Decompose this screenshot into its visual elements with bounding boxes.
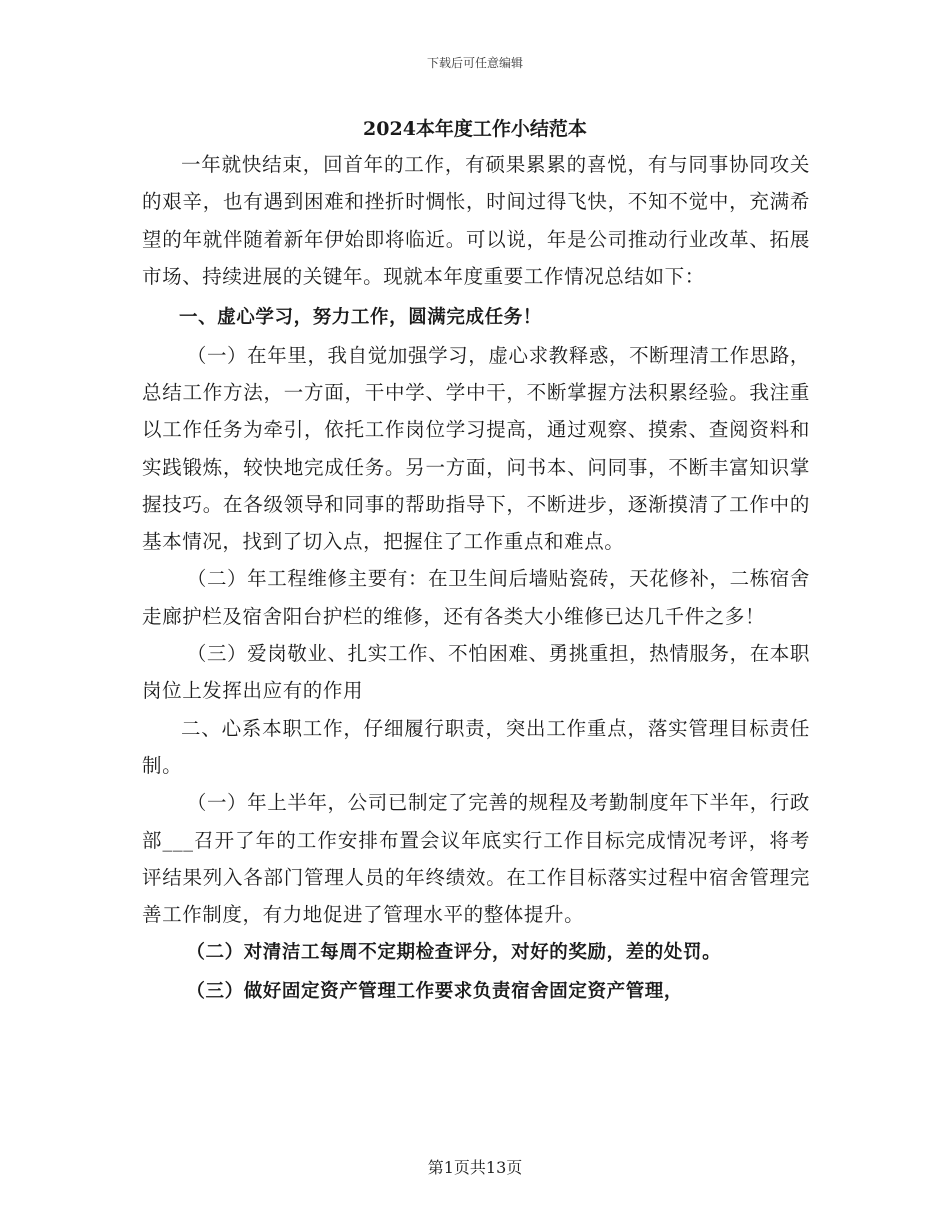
section-1-item-1: （一）在年里，我自觉加强学习，虚心求教释惑，不断理清工作思路，总结工作方法，一方面，干中学、学中干，不断掌握方法积累经验。我注重以工作任务为牵引，依托工作岗位学习提高，通过观察、摸索、查阅资料和实践锻炼，较快地完成任务。另一方面，问书本、问同事，不断丰富知识掌握技巧。在各级领导和同事的帮助指导下，不断进步，逐渐摸清了工作中的基本情况，找到了切入点，把握住了工作重点和难点。 xyxy=(142,343,810,554)
page-header-note: 下载后可任意编辑 xyxy=(426,56,523,70)
page-indicator: 第1页共13页 xyxy=(427,1158,523,1177)
document-body xyxy=(142,146,810,1011)
section-1-item-3: （三）爱岗敬业、扎实工作、不怕困难、勇挑重担，热情服务，在本职岗位上发挥出应有的作用 xyxy=(142,642,810,703)
section-2-item-3: （三）做好固定资产管理工作要求负责宿舍固定资产管理， xyxy=(186,981,683,1003)
section-1-item-2: （二）年工程维修主要有：在卫生间后墙贴瓷砖，天花修补，二栋宿舍走廊护栏及宿舍阳台护栏的维修，还有各类大小维修已达几千件之多！ xyxy=(142,567,810,628)
section-heading-1: 一、虚心学习，努力工作，圆满完成任务！ xyxy=(179,307,542,329)
section-2-item-2: （二）对清洁工每周不定期检查评分，对好的奖励，差的处罚。 xyxy=(186,942,722,964)
intro-paragraph: 一年就快结束，回首年的工作，有硕果累累的喜悦，有与同事协同攻关的艰辛，也有遇到困难和挫折时惆怅，时间过得飞快，不知不觉中，充满希望的年就伴随着新年伊始即将临近。可以说，年是公司推动行业改革、拓展市场、持续进展的关键年。现就本年度重要工作情况总结如下： xyxy=(142,153,810,288)
section-2-item-1: （一）年上半年，公司已制定了完善的规程及考勤制度年下半年，行政部___召开了年的工作安排布置会议年底实行工作目标完成情况考评，将考评结果列入各部门管理人员的年终绩效。在工作目标落实过程中宿舍管理完善工作制度，有力地促进了管理水平的整体提升。 xyxy=(142,791,810,927)
section-heading-2: 二、心系本职工作，仔细履行职责，突出工作重点，落实管理目标责任制。 xyxy=(142,716,810,777)
document-title: 2024本年度工作小结范本 xyxy=(363,118,587,140)
